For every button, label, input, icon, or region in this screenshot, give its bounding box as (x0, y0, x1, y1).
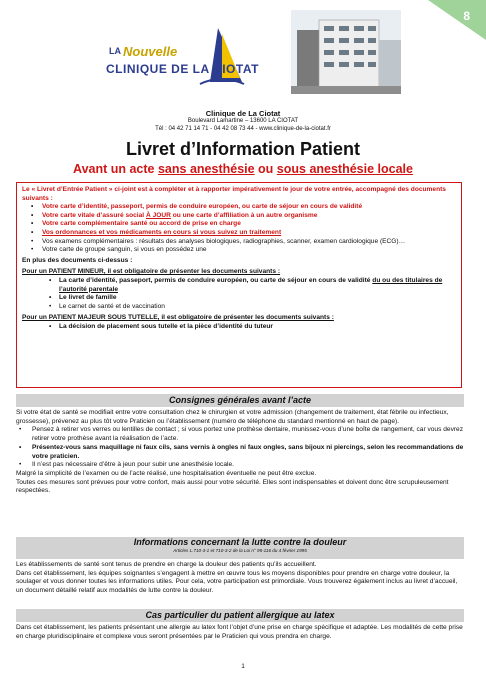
building-image (291, 10, 401, 94)
subtitle-prefix: Avant un acte (73, 162, 158, 176)
mineur-heading: Pour un PATIENT MINEUR, il est obligatoire de présenter les documents suivants : (22, 268, 281, 276)
logo-la-text: LA (109, 46, 121, 56)
clinic-contact: Tél : 04 42 71 14 71 - 04 42 08 73 44 - www.clinique-de-la-ciotat.fr (155, 126, 331, 132)
list-item: • Présentez-vous sans maquillage ni faux cils, sans vernis à ongles ni faux ongles, sans bijoux ni piercings, selon les recommandations de votre praticien. (16, 444, 464, 461)
page-subtitle (0, 162, 486, 176)
douleur-title-text: Informations concernant la lutte contre la douleur (133, 537, 347, 547)
paragraph: Dans cet établissement, les patients présentant une allergie au latex font l’objet d’une prise en charge spécifique et adaptée. Les modalités de cette prise en charge pluridisciplinaire et complexe vous seront présentées par le Praticien qui vous prendra en charge. (16, 624, 463, 640)
douleur-legal-ref: Articles L.710-3-1 et 710-3-2 de la Loi n° 95-116 du 4 février 1995 (173, 548, 307, 553)
list-item: • La décision de placement sous tutelle et la pièce d’identité du tuteur (22, 323, 456, 332)
tutelle-heading: Pour un PATIENT MAJEUR SOUS TUTELLE, il est obligatoire de présenter les documents suivants : (22, 314, 334, 322)
list-item: • La carte d’identité, passeport, permis de conduire européen, ou carte de séjour en cours de validité du ou des titulaires de l’autorité parentale (22, 277, 456, 294)
section-douleur-body (16, 561, 464, 596)
mineur-list (22, 277, 456, 311)
subtitle-option-1: sans anesthésie (157, 162, 255, 176)
list-item: • Vos examens complémentaires : résultats des analyses biologiques, radiographies, scanner, examen cardiologique (ECG)… (22, 238, 456, 247)
list-item: • Votre carte vitale d’assuré social À JOUR ou une carte d’affiliation à un autre organisme (22, 212, 456, 221)
paragraph: Les établissements de santé sont tenus de prendre en charge la douleur des patients qu’ils accueillent. (16, 561, 317, 568)
documents-box (16, 182, 462, 388)
subtitle-option-2: sous anesthésie locale (276, 162, 413, 176)
sail-logo-icon (196, 26, 246, 88)
paragraph: Toutes ces mesures sont prévues pour votre confort, mais aussi pour votre sécurité. Elles sont indispensables et doivent donc être scrupuleusement respectées. (16, 478, 449, 495)
clinic-name: Clinique de La Ciotat (205, 109, 281, 118)
section-allergie-title: Cas particulier du patient allergique au latex (16, 609, 464, 622)
list-item: • Votre carte complémentaire santé ou accord de prise en charge (22, 220, 456, 229)
page-title: Livret d’Information Patient (125, 139, 361, 159)
box-plus-text: En plus des documents ci-dessus : (22, 256, 133, 264)
tutelle-list (22, 323, 456, 332)
subtitle-mid: ou (254, 162, 277, 176)
logo-clinique-text: CLINIQUE DE LA CIOTAT (106, 62, 259, 76)
paragraph: Si votre état de santé se modifiait entre votre consultation chez le chirurgien et votre admission (changement de traitement, état fébrile ou infectieux, grossesse), prévenez au plus tôt votre Praticien ou l’établissement (numéro de téléphone du standard mentionné en haut de page). (16, 409, 449, 425)
list-item: • Vos ordonnances et vos médicaments en cours si vous suivez un traitement (22, 229, 456, 238)
page-number-badge: 8 (463, 9, 470, 23)
clinic-address: Boulevard Lamartine – 13600 LA CIOTAT (187, 118, 299, 124)
box-intro: Le « Livret d’Entrée Patient » ci-joint est à compléter et à rapporter impérativement le jour de votre entrée, accompagné des documents suivants : (22, 186, 446, 202)
footer-page-number: 1 (241, 663, 245, 670)
section-consignes-body (16, 409, 464, 496)
list-item: • Il n’est pas nécessaire d’être à jeun pour subir une anesthésie locale. (16, 461, 464, 470)
section-consignes-title: Consignes générales avant l’acte (16, 394, 464, 407)
list-item: • Votre carte de groupe sanguin, si vous en possédez une (22, 246, 456, 255)
clinic-building-photo (291, 10, 401, 94)
list-item: • Votre carte d’identité, passeport, permis de conduire européen, ou carte de séjour en cours de validité (22, 203, 456, 212)
section-allergie-body (16, 624, 464, 641)
clinic-logo (101, 26, 259, 92)
paragraph: Malgré la simplicité de l’examen ou de l’acte réalisé, une hospitalisation éventuelle ne peut être exclue. (16, 469, 317, 477)
section-douleur-title (16, 537, 464, 559)
paragraph: Dans cet établissement, les équipes soignantes s’engagent à mettre en œuvre tous les moyens disponibles pour prendre en charge votre douleur, la soulager et vous donner toutes les informations utiles. Pour cela, votre participation est primordiale. Vous trouverez également inclus au livret d’accueil, un document détaillé relatif aux modalités de lutte contre la douleur. (16, 569, 458, 595)
list-item: • Le livret de famille (22, 294, 456, 303)
list-item: • Pensez à retirer vos verres ou lentilles de contact ; si vous portez une prothèse dentaire, munissez-vous d’une boîte de rangement, car vous devrez retirer votre prothèse avant la réalisation de l’acte. (16, 426, 464, 443)
logo-nouvelle-text: Nouvelle (123, 44, 178, 59)
documents-list (22, 203, 456, 255)
list-item: • Le carnet de santé et de vaccination (22, 303, 456, 312)
corner-tab (428, 0, 486, 40)
consignes-list (16, 426, 464, 470)
